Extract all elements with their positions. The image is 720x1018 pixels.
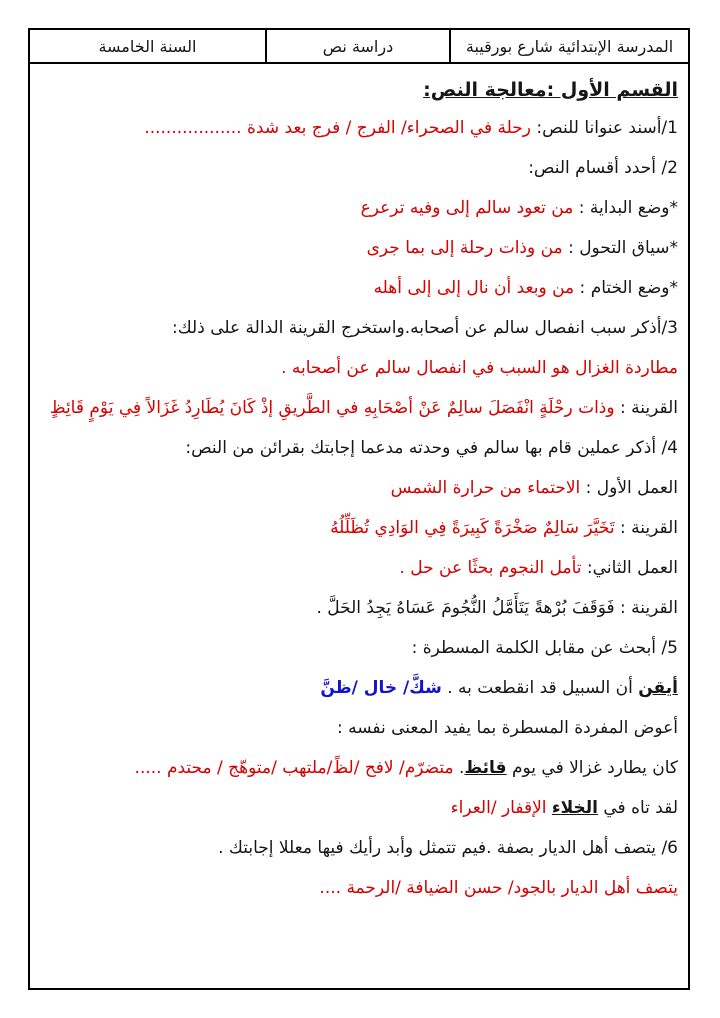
- document-content: [30, 64, 688, 908]
- text-line: [36, 428, 678, 468]
- text-line: [36, 788, 678, 828]
- text-segment: لقد تاه في: [597, 798, 678, 818]
- text-segment: *وضع الختام :: [574, 278, 678, 298]
- text-segment: 1/أسند عنوانا للنص:: [531, 118, 678, 138]
- text-segment: *سياق التحول :: [562, 238, 678, 258]
- text-segment: أيقن: [638, 678, 678, 698]
- text-line: [36, 508, 678, 548]
- text-segment: القرينة : فَوَقَفَ بُرْهةً يَتَأَمَّلُ النُّجُومَ عَسَاهُ يَجِدُ الحَلَّ .: [316, 598, 678, 618]
- text-segment: من تعود سالم إلى وفيه ترعرع: [360, 198, 574, 218]
- text-segment: القرينة :: [614, 518, 678, 538]
- text-segment: متضرّم/ لافح /لظً/ملتهب /متوهّج / محتدم .....: [134, 758, 454, 778]
- text-line: [36, 748, 678, 788]
- text-segment: وذات رحْلَةٍ انْفَصَلَ سالِمٌ عَنْ أصْحَابِهِ في الطَّريقِ إذْ كَانَ يُطَارِدُ غَزَالاً فِي يَوْمٍ قَائِظٍ: [49, 398, 615, 418]
- text-segment: *وضع البداية :: [573, 198, 678, 218]
- text-segment: العمل الأول :: [580, 478, 678, 498]
- text-line: [36, 108, 678, 148]
- text-line: [36, 228, 678, 268]
- text-segment: الإقفار /العراء: [450, 798, 547, 818]
- text-segment: الخلاء: [551, 798, 598, 818]
- text-line: [36, 668, 678, 708]
- text-line: [36, 468, 678, 508]
- text-line: [36, 548, 678, 588]
- text-segment: يتصف أهل الديار بالجود/ حسن الضيافة /الرحمة ....: [319, 878, 678, 898]
- text-line: [36, 628, 678, 668]
- text-segment: أعوض المفردة المسطرة بما يفيد المعنى نفسه :: [336, 718, 678, 738]
- section-title: القسم الأول :معالجة النص:: [423, 79, 678, 101]
- text-line: [36, 828, 678, 868]
- text-line: [36, 868, 678, 908]
- text-segment: 6/ يتصف أهل الديار بصفة .فيم تتمثل وأبد رأيك فيها معللا إجابتك .: [218, 838, 678, 858]
- text-line: [36, 388, 678, 428]
- text-segment: شكَّ/ خال /ظنَّ: [320, 678, 442, 698]
- text-line: [36, 188, 678, 228]
- document-body: [36, 108, 678, 908]
- text-segment: تأمل النجوم بحثًا عن حل .: [399, 558, 582, 578]
- text-segment: القرينة :: [614, 398, 678, 418]
- text-line: [36, 148, 678, 188]
- page-frame: [28, 28, 690, 990]
- header-cell-subject: دراسة نص: [267, 30, 451, 62]
- text-line: [36, 708, 678, 748]
- text-segment: العمل الثاني:: [581, 558, 678, 578]
- text-segment: قائظ: [464, 758, 507, 778]
- text-segment: تَخَيَّرَ سَالِمٌ صَخْرَةً كَبِيرَةً فِي الوَادِي تُظَلِّلُهُ: [330, 518, 615, 538]
- text-segment: أن السبيل قد انقطعت به .: [441, 678, 639, 698]
- text-segment: كان يطارد غزالا في يوم: [506, 758, 678, 778]
- text-segment: من وذات رحلة إلى بما جرى: [366, 238, 563, 258]
- text-line: [36, 348, 678, 388]
- header-cell-school: المدرسة الإبتدائية شارع بورقيبة: [465, 36, 674, 56]
- text-line: [36, 268, 678, 308]
- text-segment: 5/ أبحث عن مقابل الكلمة المسطرة :: [411, 638, 678, 658]
- header-cell-grade: السنة الخامسة: [30, 30, 267, 62]
- text-segment: .: [453, 758, 465, 778]
- text-segment: 4/ أذكر عملين قام بها سالم في وحدته مدعما إجابتك بقرائن من النص:: [185, 438, 678, 458]
- text-line: [36, 588, 678, 628]
- text-segment: مطاردة الغزال هو السبب في انفصال سالم عن أصحابه .: [281, 358, 678, 378]
- text-line: [36, 308, 678, 348]
- text-segment: رحلة في الصحراء/ الفرج / فرج بعد شدة ..................: [144, 118, 532, 138]
- text-segment: الاحتماء من حرارة الشمس: [390, 478, 581, 498]
- text-segment: 2/ أحدد أقسام النص:: [528, 158, 678, 178]
- text-segment: 3/أذكر سبب انفصال سالم عن أصحابه.واستخرج القرينة الدالة على ذلك:: [172, 318, 678, 338]
- text-segment: من وبعد أن نال إلى إلى أهله: [373, 278, 575, 298]
- header-table: [30, 30, 688, 64]
